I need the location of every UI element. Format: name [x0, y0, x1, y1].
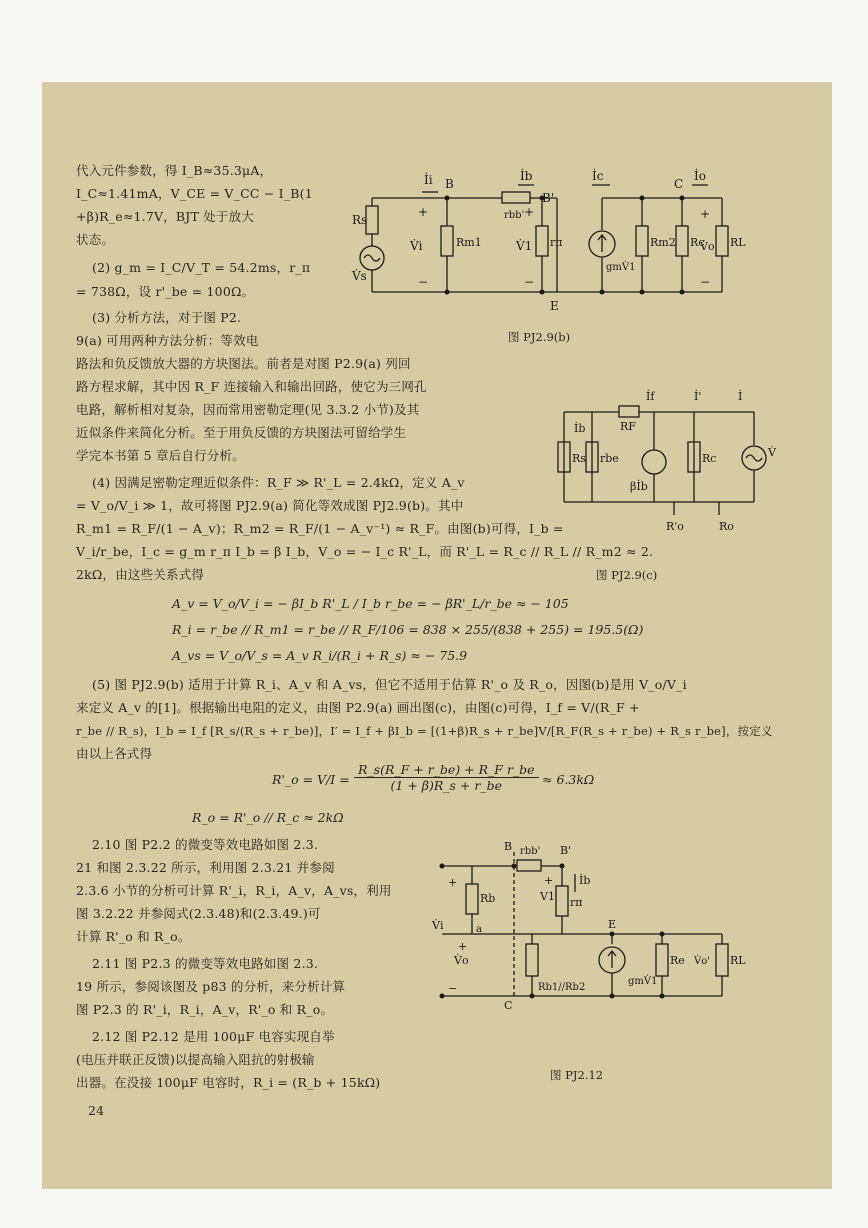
scanned-page [42, 82, 832, 1189]
label: R'o [666, 520, 684, 533]
circuit-figure-12 [432, 834, 752, 1012]
svg-text:−: − [448, 982, 458, 995]
label: rπ [550, 236, 563, 249]
text-line: 出器。在没接 100μF 电容时，R_i = (R_b + 15kΩ) [76, 1075, 381, 1090]
label: C [504, 999, 513, 1012]
svg-text:+: + [524, 205, 535, 219]
equation-ro: R_o = R'_o // R_c ≈ 2kΩ [192, 810, 344, 825]
equation-av: A_v = V_o/V_i = − βI_b R'_L / I_b r_be = − βR'_L/r_be ≈ − 105 [172, 596, 569, 611]
label: İo [694, 169, 706, 183]
label: Rm1 [456, 236, 482, 249]
label: βİb [630, 480, 648, 493]
text-line: 来定义 A_v 的[1]。根据输出电阻的定义，由图 P2.9(a) 画出图(c)，由图(c)可得，I_f = V/(R_F + [76, 700, 640, 715]
equation-ro-prime-rhs: ≈ 6.3kΩ [542, 772, 595, 787]
label: B [445, 177, 454, 191]
label: B' [560, 844, 572, 857]
label: V1 [540, 890, 555, 903]
circuit-figure-b [352, 169, 746, 320]
label: V̇s [352, 269, 367, 283]
text-line: 图 P2.3 的 R'_i，R_i，A_v，R'_o 和 R_o。 [76, 1002, 334, 1017]
text-line: 图 3.2.22 并参阅式(2.3.48)和(2.3.49.)可 [76, 906, 321, 921]
label: rbb' [520, 846, 541, 857]
label: Rs [572, 452, 586, 465]
text-line: = 738Ω，设 r'_be = 100Ω。 [76, 284, 255, 299]
page-number: 24 [88, 1103, 105, 1118]
text-line: (电压并联正反馈)以提高输入阻抗的射极输 [76, 1052, 315, 1067]
circuit-figure-c [554, 390, 794, 540]
label: RL [730, 954, 746, 967]
label: V̇o' [694, 956, 710, 967]
text-line: (3) 分析方法，对于图 P2. [92, 310, 242, 325]
text-line: +β)R_e≈1.7V，BJT 处于放大 [76, 209, 255, 224]
text-line: 2.11 图 P2.3 的微变等效电路如图 2.3. [92, 956, 319, 971]
text-line: (2) g_m = I_C/V_T = 54.2ms，r_π [92, 260, 311, 275]
label: E [550, 299, 559, 313]
text-line: (4) 因满足密勒定理近似条件：R_F ≫ R'_L = 2.4kΩ，定义 A_v [92, 475, 465, 490]
text-line: 路方程求解，其中因 R_F 连接输入和输出回路，使它为三网孔 [76, 379, 427, 394]
text-line: r_be // R_s)，I_b = I_f [R_s/(R_s + r_be)]，I′ = I_f + βI_b = [(1+β)R_s + r_be]V/[R_F(R_s + r_be) + R_s r_be]，按定义 [76, 724, 773, 738]
label: V̇ [768, 446, 776, 459]
svg-text:+: + [458, 940, 468, 953]
svg-text:−: − [700, 275, 711, 289]
text-line: 21 和图 2.3.22 所示，利用图 2.3.21 并参阅 [76, 860, 335, 875]
text-line: 由以上各式得 [76, 746, 153, 761]
label: İ [738, 390, 743, 403]
text-line: V_i/r_be，I_c = g_m r_π I_b = β I_b，V_o = − I_c R'_L，而 R'_L = R_c // R_L // R_m2 ≈ 2. [76, 544, 654, 559]
label: İb [574, 422, 586, 435]
label: Rc [702, 452, 717, 465]
label: rπ [570, 896, 583, 909]
text-line: 近似条件来简化分析。至于用负反馈的方块图法可留给学生 [76, 425, 407, 440]
label: V̇i [432, 919, 444, 932]
equation-avs: A_vs = V_o/V_s = A_v R_i/(R_i + R_s) ≈ − 75.9 [172, 648, 468, 663]
equation-ri: R_i = r_be // R_m1 = r_be // R_F/106 = 838 × 255/(838 + 255) = 195.5(Ω) [172, 622, 644, 637]
text-line: = V_o/V_i ≫ 1，故可将图 PJ2.9(a) 简化等效成图 PJ2.9(b)。其中 [76, 498, 464, 513]
label: gmV̇1 [628, 976, 658, 987]
text-line: 计算 R'_o 和 R_o。 [76, 929, 191, 944]
fraction-denominator: (1 + β)R_s + r_be [390, 778, 503, 793]
label: İf [646, 390, 655, 403]
label: Rb1//Rb2 [538, 982, 586, 993]
label: Rb [480, 892, 496, 905]
label: B [504, 840, 513, 853]
label: Rm2 [650, 236, 676, 249]
svg-text:−: − [524, 275, 535, 289]
figure-caption: 图 PJ2.9(b) [508, 330, 571, 344]
label: C [674, 177, 684, 191]
text-line: 2.12 图 P2.12 是用 100μF 电容实现自举 [92, 1029, 335, 1044]
label: İb [579, 874, 591, 887]
text-line: 学完本书第 5 章后自行分析。 [76, 448, 245, 463]
fraction-numerator: R_s(R_F + r_be) + R_F r_be [354, 762, 539, 778]
label: İb [520, 169, 533, 183]
text-line: 2.10 图 P2.2 的微变等效电路如图 2.3. [92, 837, 319, 852]
label: Ro [719, 520, 734, 533]
label: rbe [600, 452, 619, 465]
label: İc [592, 169, 604, 183]
label: gmV̇1 [606, 262, 636, 273]
label: Re [670, 954, 685, 967]
label: V̇1 [516, 239, 533, 253]
text-line: 状态。 [76, 232, 115, 247]
label: RF [620, 420, 636, 433]
label: E [608, 918, 617, 931]
figure-caption: 图 PJ2.9(c) [596, 568, 658, 582]
label: RL [730, 236, 746, 249]
svg-text:+: + [700, 207, 711, 221]
text-line: 代入元件参数，得 I_B≈35.3μA， [76, 163, 273, 178]
text-line: (5) 图 PJ2.9(b) 适用于计算 R_i、A_v 和 A_vs，但它不适用于估算 R'_o 及 R_o，因图(b)是用 V_o/V_i [92, 677, 687, 692]
label: İi [424, 173, 433, 187]
text-line: R_m1 = R_F/(1 − A_v)；R_m2 = R_F/(1 − A_v⁻¹) ≈ R_F。由图(b)可得，I_b = [76, 521, 564, 536]
equation-ro-prime-lhs: R'_o = V/I = [272, 772, 350, 787]
figure-caption: 图 PJ2.12 [550, 1068, 604, 1082]
text-line: 2.3.6 小节的分析可计算 R'_i，R_i，A_v，A_vs，利用 [76, 883, 392, 898]
text-line: 9(a) 可用两种方法分析：等效电 [76, 333, 259, 348]
label: V̇o [700, 240, 715, 253]
label: B' [542, 191, 555, 205]
text-line: 2kΩ，由这些关系式得 [76, 567, 205, 582]
svg-text:+: + [544, 874, 554, 887]
svg-text:+: + [448, 876, 458, 889]
label: a [476, 924, 482, 935]
label: V̇i [410, 239, 423, 253]
label: V̇o [454, 954, 469, 967]
label: Rs [352, 213, 368, 227]
text-line: 电路，解析相对复杂，因而常用密勒定理(见 3.3.2 小节)及其 [76, 402, 420, 417]
text-line: 19 所示，参阅该图及 p83 的分析，来分析计算 [76, 979, 346, 994]
equation-ro-prime-fraction [354, 762, 539, 793]
svg-text:+: + [418, 205, 429, 219]
text-line: I_C≈1.41mA，V_CE = V_CC − I_B(1 [76, 186, 313, 201]
label: rbb' [504, 210, 525, 221]
label: Rc [690, 236, 705, 249]
label: İ' [694, 390, 702, 403]
svg-text:−: − [418, 275, 429, 289]
text-line: 路法和负反馈放大器的方块图法。前者是对图 P2.9(a) 列回 [76, 356, 411, 371]
